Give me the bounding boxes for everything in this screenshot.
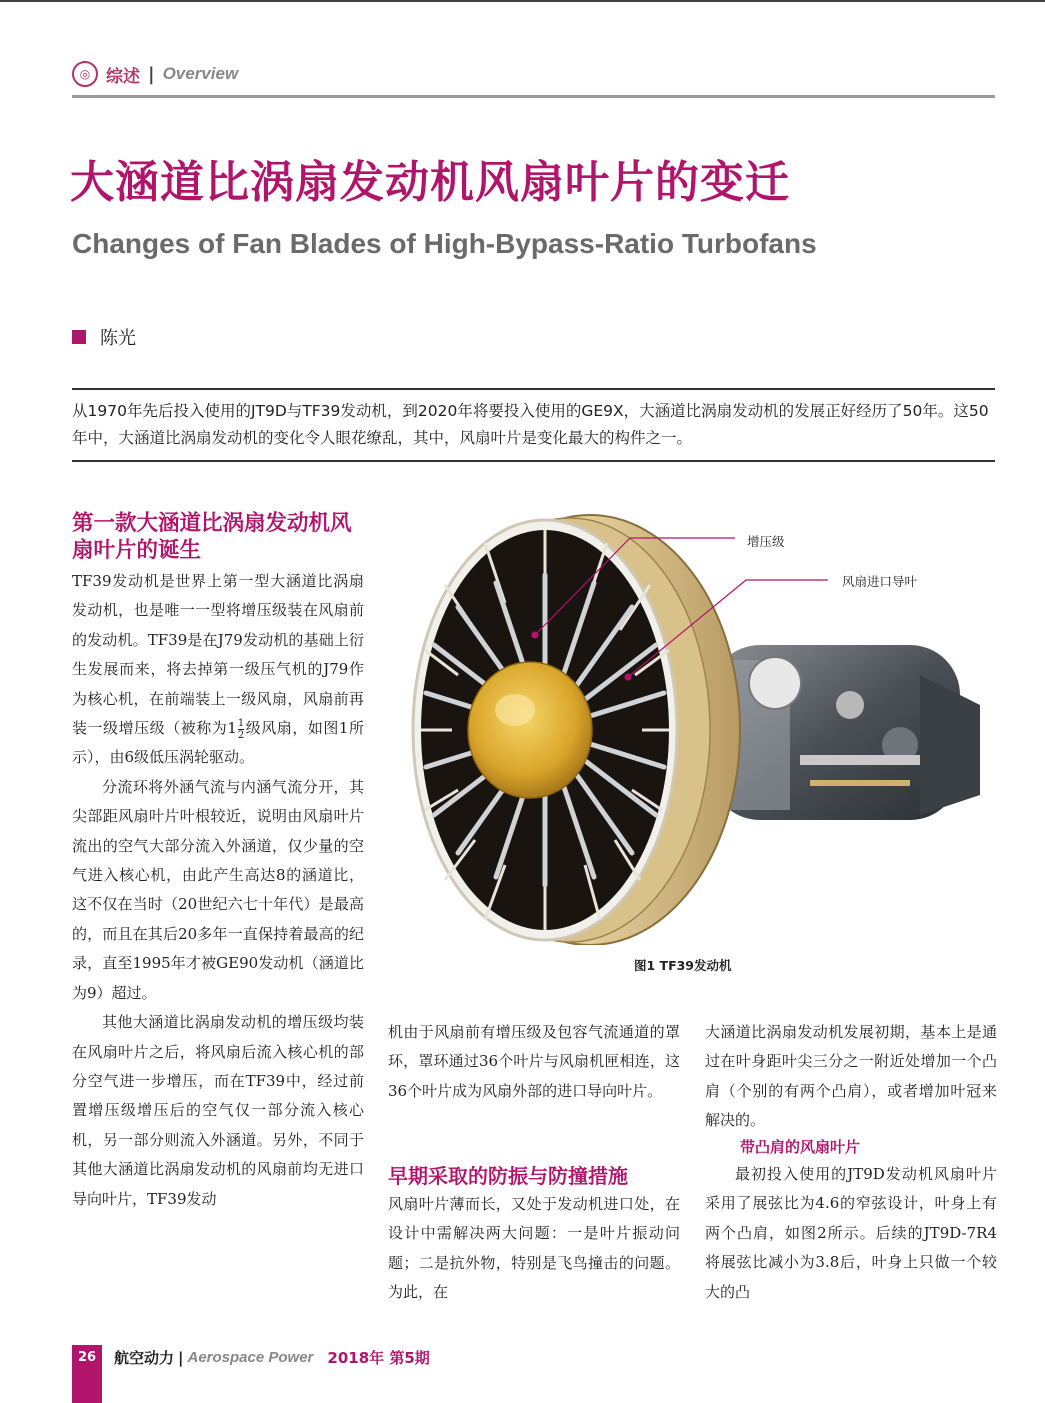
paragraph: 最初投入使用的JT9D发动机风扇叶片采用了展弦比为4.6的窄弦设计，叶身上有两个凸肩，如图2所示。后续的JT9D-7R4将展弦比减小为3.8后，叶身上只做一个较大的凸	[705, 1165, 997, 1301]
column-left	[72, 567, 364, 1214]
subsection-heading: 带凸肩的风扇叶片	[740, 1138, 861, 1156]
journal-issue: 2018年 第5期	[327, 1349, 430, 1367]
section-separator: |	[148, 63, 155, 85]
author-line	[72, 324, 136, 350]
paragraph: 其他大涵道比涡扇发动机的增压级均装在风扇叶片之后，将风扇后流入核心机的部分空气进一步增压，而在TF39中，经过前置增压级增压后的空气仅一部分流入核心机，另一部分则流入外涵道。另外，不同于其他大涵道比涡扇发动机的风扇前均无进口导向叶片，TF39发动	[72, 1013, 364, 1208]
article-title-en: Changes of Fan Blades of High-Bypass-Ratio Turbofans	[72, 228, 817, 259]
paragraph: 分流环将外涵气流与内涵气流分开，其尖部距风扇叶片叶根较近，说明由风扇叶片流出的空气大部分流入外涵道，仅少量的空气进入核心机，由此产生高达8的涵道比，这不仅在当时（20世纪六七十年代）是最高的，而且在其后20多年一直保持着最高的纪录，直至1995年才被GE90发动机（涵道比为9）超过。	[72, 777, 364, 1002]
paragraph: 机由于风扇前有增压级及包容气流通道的罩环，罩环通过36个叶片与风扇机匣相连，这36个叶片成为风扇外部的进口导向叶片。	[388, 1023, 680, 1100]
fraction	[238, 718, 244, 741]
abstract-rule-top	[72, 388, 995, 390]
spinner	[468, 662, 592, 798]
paragraph: 风扇叶片薄而长，又处于发动机进口处，在设计中需解决两大问题：一是叶片振动问题；二是抗外物，特别是飞鸟撞击的问题。为此，在	[388, 1195, 680, 1302]
top-border	[0, 0, 1045, 2]
section-label-en: Overview	[162, 64, 239, 83]
engine-illustration	[380, 505, 1000, 945]
callout-label-booster: 增压级	[747, 534, 785, 549]
fraction-numerator: 1	[237, 717, 245, 729]
running-header	[72, 60, 238, 88]
journal-name-en: Aerospace Power	[187, 1349, 314, 1366]
column-right-bottom	[705, 1160, 997, 1307]
section1-heading: 第一款大涵道比涡扇发动机风扇叶片的诞生	[72, 511, 352, 563]
column-middle-top	[388, 1018, 680, 1106]
column-right-top	[705, 1018, 997, 1136]
header-rule	[72, 95, 995, 98]
author-marker	[72, 330, 86, 344]
journal-separator: |	[178, 1348, 184, 1367]
running-footer	[114, 1347, 430, 1368]
article-title-zh: 大涵道比涡扇发动机风扇叶片的变迁	[70, 157, 790, 208]
paragraph-text: TF39发动机是世界上第一型大涵道比涡扇发动机，也是唯一一型将增压级装在风扇前的发动机。TF39是在J79发动机的基础上衍生发展而来，将去掉第一级压气机的J79作为核心机，在前端装上一级风扇，风扇前再装一级增压级（被称为1	[72, 572, 364, 738]
fraction-denominator: 2	[237, 729, 245, 741]
abstract: 从1970年先后投入使用的JT9D与TF39发动机，到2020年将要投入使用的GE9X，大涵道比涡扇发动机的发展正好经历了50年。这50年中，大涵道比涡扇发动机的变化令人眼花缭乱，其中，风扇叶片是变化最大的构件之一。	[72, 402, 989, 447]
column-middle-bottom	[388, 1190, 680, 1308]
paragraph-text: 级风扇，如图1所示），由6级低压涡轮驱动。	[72, 719, 364, 767]
figure-tf39-engine	[380, 505, 1000, 945]
callout-label-inlet-guide-vane: 风扇进口导叶	[842, 574, 918, 589]
core-engine	[710, 645, 980, 820]
abstract-rule-bottom	[72, 460, 995, 462]
section2-heading: 早期采取的防振与防撞措施	[388, 1164, 628, 1188]
figure-caption: 图1 TF39发动机	[634, 958, 732, 973]
journal-emblem-icon: ◎	[72, 61, 98, 87]
paragraph: 大涵道比涡扇发动机发展初期，基本上是通过在叶身距叶尖三分之一附近处增加一个凸肩（个别的有两个凸肩），或者增加叶冠来解决的。	[705, 1023, 997, 1130]
page-number: 26	[77, 1350, 97, 1365]
author-name: 陈光	[100, 328, 136, 349]
paragraph	[72, 567, 364, 773]
journal-name-zh: 航空动力	[114, 1349, 175, 1367]
section-label-zh: 综述	[106, 66, 140, 87]
